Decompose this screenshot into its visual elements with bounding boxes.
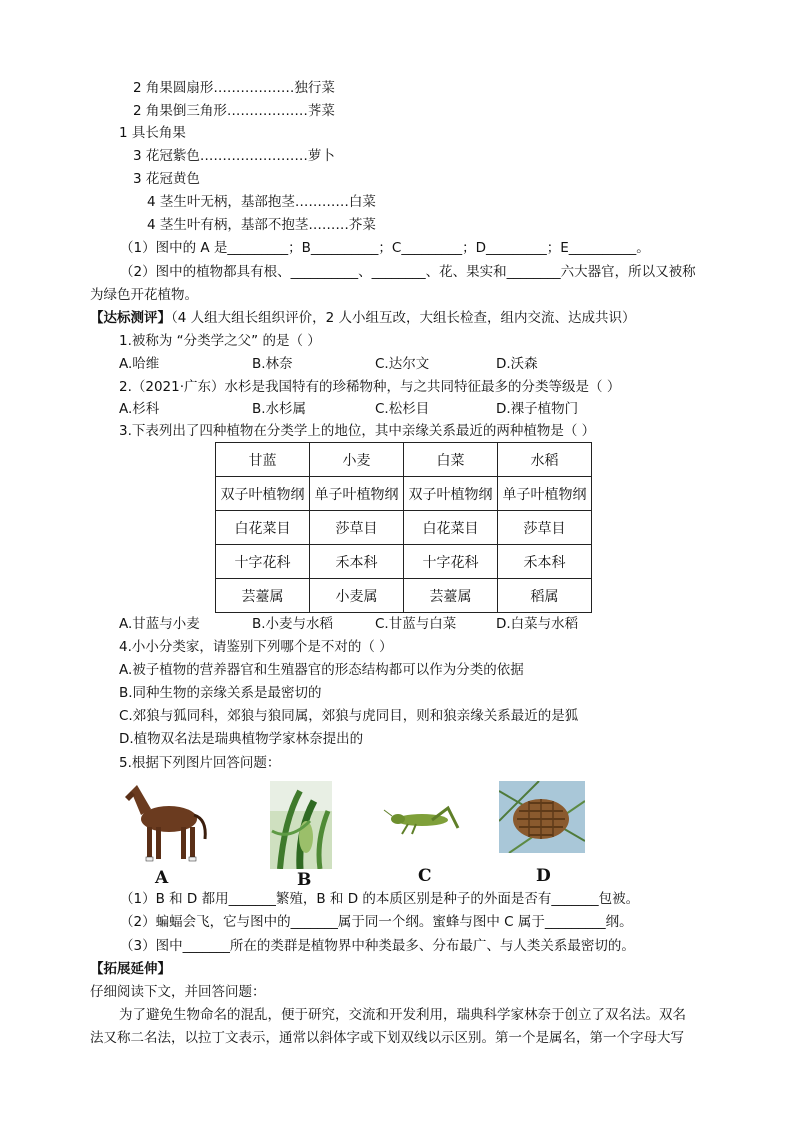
table-row	[216, 443, 592, 477]
table-cell: 十字花科	[216, 545, 310, 579]
picture-label-c: C	[418, 866, 432, 886]
key-line: 1 具长角果	[119, 125, 186, 141]
key-line: 4 茎生叶有柄，基部不抱茎………芥菜	[147, 217, 376, 233]
table-cell: 小麦	[310, 443, 404, 477]
key-line: 2 角果倒三角形………………荠菜	[133, 103, 335, 119]
table-cell: 甘蓝	[216, 443, 310, 477]
pine-cone-icon	[499, 781, 585, 853]
sub-question: （2）蝙蝠会飞，它与图中的_______属于同一个纲。蜜蜂与图中 C 属于_________纲。	[120, 914, 633, 930]
table-cell: 单子叶植物纲	[498, 477, 592, 511]
table-cell: 双子叶植物纲	[404, 477, 498, 511]
question-stem: 3.下表列出了四种植物在分类学上的地位，其中亲缘关系最近的两种植物是（ ）	[119, 423, 596, 439]
table-cell: 禾本科	[498, 545, 592, 579]
table-cell: 稻属	[498, 579, 592, 613]
section-heading-extension: 【拓展延伸】	[90, 961, 171, 977]
table-cell: 单子叶植物纲	[310, 477, 404, 511]
key-line: 3 花冠黄色	[133, 171, 200, 187]
option-a: A.杉科	[119, 401, 160, 417]
fill-question-2-cont: 为绿色开花植物。	[90, 287, 198, 303]
table-cell: 莎草目	[498, 511, 592, 545]
section-note: （4 人组大组长组织评价，2 人小组互改，大组长检查，组内交流、达成共识）	[171, 310, 636, 326]
option-c: C.郊狼与狐同科，郊狼与狼同属，郊狼与虎同目，则和狼亲缘关系最近的是狐	[119, 708, 579, 724]
section-heading-assessment	[90, 309, 636, 327]
picture-label-d: D	[536, 866, 551, 886]
option-c: C.达尔文	[375, 356, 430, 372]
option-d: D.沃森	[496, 356, 538, 372]
table-row	[216, 477, 592, 511]
key-line: 3 花冠紫色……………………萝卜	[133, 148, 335, 164]
table-cell: 白菜	[404, 443, 498, 477]
option-b: B.同种生物的亲缘关系是最密切的	[119, 685, 322, 701]
option-a: A.甘蓝与小麦	[119, 616, 200, 632]
reading-paragraph: 法又称二名法，以拉丁文表示，通常以斜体字或下划双线以示区别。第一个是属名，第一个字母大写	[90, 1030, 684, 1046]
table-row	[216, 545, 592, 579]
key-line: 2 角果圆扇形………………独行菜	[133, 80, 335, 96]
option-d: D.白菜与水稻	[496, 616, 579, 632]
section-title: 【达标测评】	[90, 310, 171, 326]
question-stem: 1.被称为 “分类学之父” 的是（ ）	[119, 333, 321, 349]
corn-plant-icon	[270, 781, 332, 869]
picture-label-a: A	[155, 868, 169, 888]
option-a: A.哈维	[119, 356, 160, 372]
option-b: B.林奈	[252, 356, 293, 372]
sub-question: （3）图中_______所在的类群是植物界中种类最多、分布最广、与人类关系最密切的。	[120, 938, 635, 954]
table-cell: 芸薹属	[216, 579, 310, 613]
question-stem: 2.（2021·广东）水杉是我国特有的珍稀物种，与之共同特征最多的分类等级是（ ）	[119, 379, 621, 395]
table-row	[216, 579, 592, 613]
table-cell: 小麦属	[310, 579, 404, 613]
fill-question-2: （2）图中的植物都具有根、__________、________、花、果实和________六大器官，所以又被称	[120, 264, 696, 280]
reading-intro: 仔细阅读下文，并回答问题：	[90, 984, 266, 1000]
fill-question-1: （1）图中的 A 是_________；B__________；C_________；D_________；E__________。	[120, 240, 650, 256]
horse-icon	[119, 779, 214, 865]
grasshopper-icon	[382, 800, 467, 840]
question-stem: 4.小小分类家，请鉴别下列哪个是不对的（ ）	[119, 639, 393, 655]
option-b: B.小麦与水稻	[252, 616, 334, 632]
option-c: C.甘蓝与白菜	[375, 616, 457, 632]
table-cell: 禾本科	[310, 545, 404, 579]
table-cell: 白花菜目	[404, 511, 498, 545]
table-cell: 莎草目	[310, 511, 404, 545]
reading-paragraph: 为了避免生物命名的混乱，便于研究，交流和开发利用，瑞典科学家林奈于创立了双名法。双名	[119, 1007, 686, 1023]
table-cell: 双子叶植物纲	[216, 477, 310, 511]
table-cell: 水稻	[498, 443, 592, 477]
option-a: A.被子植物的营养器官和生殖器官的形态结构都可以作为分类的依据	[119, 662, 524, 678]
table-row	[216, 511, 592, 545]
question-stem: 5.根据下列图片回答问题：	[119, 755, 281, 771]
option-d: D.裸子植物门	[496, 401, 579, 417]
key-line: 4 茎生叶无柄，基部抱茎…………白菜	[147, 194, 376, 210]
option-b: B.水杉属	[252, 401, 307, 417]
picture-label-b: B	[297, 870, 312, 890]
classification-table	[215, 442, 592, 613]
table-cell: 芸薹属	[404, 579, 498, 613]
table-cell: 十字花科	[404, 545, 498, 579]
option-d: D.植物双名法是瑞典植物学家林奈提出的	[119, 731, 364, 747]
sub-question: （1）B 和 D 都用_______繁殖，B 和 D 的本质区别是种子的外面是否有_______包被。	[120, 891, 640, 907]
option-c: C.松杉目	[375, 401, 430, 417]
table-cell: 白花菜目	[216, 511, 310, 545]
